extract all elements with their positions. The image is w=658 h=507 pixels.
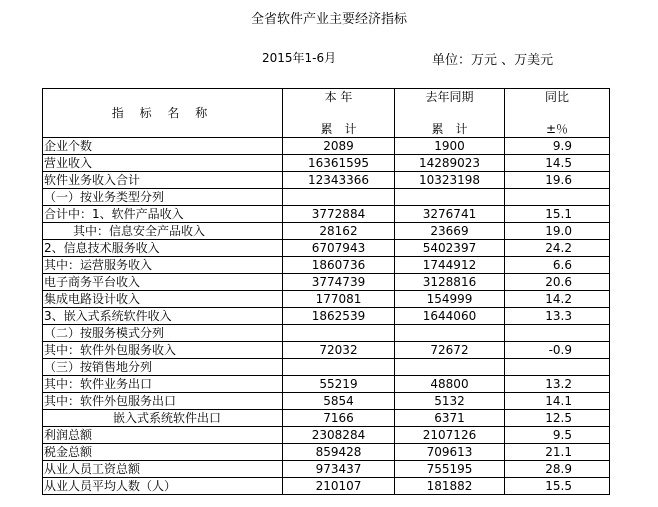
header-growth-bottom: ±％ [505,121,610,138]
growth-percent: 19.0 [505,223,610,240]
current-value: 7166 [283,410,395,427]
table-row [43,308,610,325]
current-value: 5854 [283,393,395,410]
last-year-value: 154999 [395,291,505,308]
current-value: 2308284 [283,427,395,444]
current-value: 72032 [283,342,395,359]
growth-percent: 15.5 [505,478,610,495]
current-value: 859428 [283,444,395,461]
header-last-top: 去年同期 [395,89,505,106]
indicator-name: 其中：运营服务收入 [43,257,283,274]
indicator-name: 税金总额 [43,444,283,461]
growth-percent: 20.6 [505,274,610,291]
table-row [43,478,610,495]
last-year-value: 3276741 [395,206,505,223]
last-year-value: 72672 [395,342,505,359]
current-value: 973437 [283,461,395,478]
growth-percent: -0.9 [505,342,610,359]
current-value: 55219 [283,376,395,393]
table-row [43,461,610,478]
table-row [43,138,610,155]
indicator-name: 从业人员工资总额 [43,461,283,478]
table-row [43,444,610,461]
growth-percent: 14.5 [505,155,610,172]
page-title: 全省软件产业主要经济指标 [250,12,407,27]
header-spacer [395,105,505,121]
growth-percent: 9.5 [505,427,610,444]
current-value: 2089 [283,138,395,155]
indicator-name: 软件业务收入合计 [43,172,283,189]
indicator-name: 2、信息技术服务收入 [43,240,283,257]
table-row [43,410,610,427]
report-period: 2015年1-6月 [262,51,337,65]
header-row-top [43,89,610,106]
growth-percent: 28.9 [505,461,610,478]
table-row [43,155,610,172]
table-row [43,342,610,359]
indicator-name: （一）按业务类型分列 [43,189,283,206]
indicator-name: 3、嵌入式系统软件收入 [43,308,283,325]
last-year-value [395,325,505,342]
last-year-value: 709613 [395,444,505,461]
table-row [43,189,610,206]
last-year-value: 755195 [395,461,505,478]
indicator-name: 合计中：1、软件产品收入 [43,206,283,223]
indicator-name: 嵌入式系统软件出口 [43,410,283,427]
last-year-value: 3128816 [395,274,505,291]
growth-percent: 19.6 [505,172,610,189]
last-year-value: 5402397 [395,240,505,257]
indicator-name: 企业个数 [43,138,283,155]
current-value: 3774739 [283,274,395,291]
growth-percent [505,325,610,342]
table-row [43,172,610,189]
table-row [43,240,610,257]
growth-percent [505,189,610,206]
table-row [43,376,610,393]
current-value [283,189,395,206]
indicator-name: （三）按销售地分列 [43,359,283,376]
indicator-name: 其中：软件外包服务收入 [43,342,283,359]
indicator-name: 其中：软件外包服务出口 [43,393,283,410]
header-spacer [505,105,610,121]
current-value: 1860736 [283,257,395,274]
indicator-name: 其中：软件业务出口 [43,376,283,393]
unit-label: 单位：万元 、万美元 [432,53,554,68]
header-growth-top: 同比 [505,89,610,106]
header-current-top: 本 年 [283,89,395,106]
indicator-name: 利润总额 [43,427,283,444]
last-year-value: 2107126 [395,427,505,444]
table-row [43,325,610,342]
indicators-table [42,88,610,495]
table-row [43,257,610,274]
last-year-value: 6371 [395,410,505,427]
current-value: 210107 [283,478,395,495]
current-value: 6707943 [283,240,395,257]
growth-percent: 13.3 [505,308,610,325]
table-row [43,427,610,444]
last-year-value: 23669 [395,223,505,240]
last-year-value: 1644060 [395,308,505,325]
last-year-value: 1900 [395,138,505,155]
growth-percent: 12.5 [505,410,610,427]
indicator-name: 集成电路设计收入 [43,291,283,308]
growth-percent: 13.2 [505,376,610,393]
header-indicator: 指 标 名 称 [43,89,283,138]
growth-percent: 21.1 [505,444,610,461]
indicator-name: （二）按服务模式分列 [43,325,283,342]
current-value: 1862539 [283,308,395,325]
last-year-value [395,189,505,206]
indicator-name: 电子商务平台收入 [43,274,283,291]
growth-percent: 24.2 [505,240,610,257]
current-value [283,359,395,376]
header-spacer [283,105,395,121]
growth-percent: 6.6 [505,257,610,274]
current-value [283,325,395,342]
growth-percent: 14.2 [505,291,610,308]
table-row [43,291,610,308]
last-year-value: 10323198 [395,172,505,189]
header-last-bottom: 累 计 [395,121,505,138]
indicator-name: 营业收入 [43,155,283,172]
last-year-value: 1744912 [395,257,505,274]
last-year-value: 48800 [395,376,505,393]
indicator-name: 从业人员平均人数（人） [43,478,283,495]
indicator-name: 其中：信息安全产品收入 [43,223,283,240]
growth-percent [505,359,610,376]
growth-percent: 15.1 [505,206,610,223]
table-row [43,393,610,410]
growth-percent: 9.9 [505,138,610,155]
table-row [43,206,610,223]
current-value: 16361595 [283,155,395,172]
last-year-value [395,359,505,376]
table-row [43,274,610,291]
table-row [43,223,610,240]
current-value: 177081 [283,291,395,308]
current-value: 28162 [283,223,395,240]
last-year-value: 5132 [395,393,505,410]
table-row [43,359,610,376]
last-year-value: 181882 [395,478,505,495]
last-year-value: 14289023 [395,155,505,172]
header-current-bottom: 累 计 [283,121,395,138]
current-value: 3772884 [283,206,395,223]
growth-percent: 14.1 [505,393,610,410]
current-value: 12343366 [283,172,395,189]
